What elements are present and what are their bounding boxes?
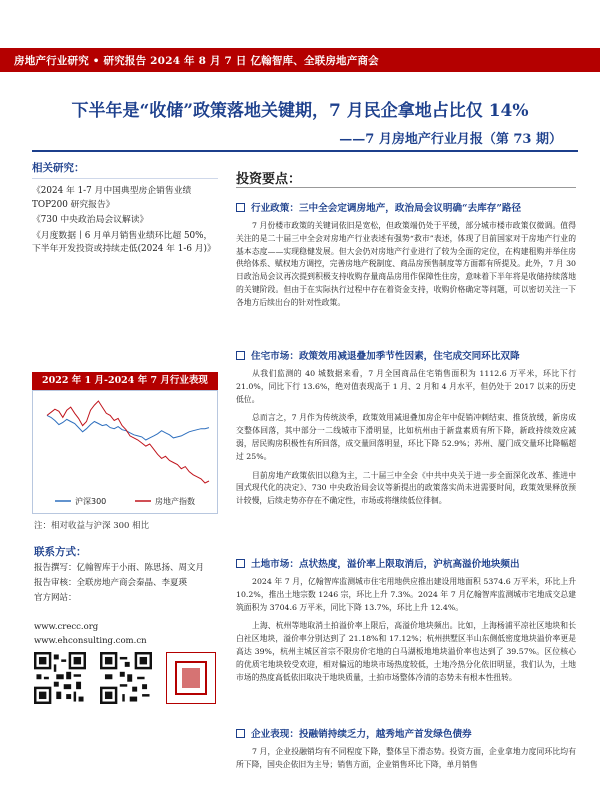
key-points-heading-wrap bbox=[236, 168, 576, 187]
section-policy bbox=[236, 200, 576, 310]
section-policy-title: 行业政策：三中全会定调房地产，政治局会议明确“去库存”路径 bbox=[251, 203, 522, 214]
chart-note: 注：相对收益与沪深 300 相比 bbox=[34, 521, 150, 531]
website-ehconsulting[interactable]: www.ehconsulting.com.cn bbox=[34, 636, 147, 646]
section-land-title: 土地市场：点状热度，溢价率上限取消后，沪杭高溢价地块频出 bbox=[251, 559, 520, 570]
housing-paragraph-2: 总而言之，7 月作为传统淡季，政策效用减退叠加房企年中促销冲刺结束、推货放缓，新房成交整体回落，其中部分一二线城市下滑明显，比如杭州由于新盘素质有所下降，新政持续效应减弱，居民购房积极性有所回落，成交量回落明显，环比下降 52.9%；苏州、厦门成交量环比降幅超过 25%。 bbox=[236, 413, 576, 461]
industry-performance-chart bbox=[32, 390, 218, 514]
housing-paragraph-1: 从我们监测的 40 城数据来看，7 月全国商品住宅销售面积为 1112.6 万平米，环比下行 21.0%，同比下行 13.6%，绝对值表现高于 1 月、2 月和 4 月水平，但仍处于 2017 以来的历史低位。 bbox=[236, 369, 576, 404]
key-points-divider bbox=[236, 187, 576, 188]
contact-reviewers: 报告审核：全联房地产商会秦晶、李夏瑛 bbox=[34, 578, 188, 588]
enterprise-paragraph: 7 月，企业投融销均有不同程度下降，整体呈下滑态势。投资方面，企业拿地力度同环比均有所下降，国央企依旧为主导；销售方面，企业销售环比下降，单月销售 bbox=[236, 747, 576, 769]
section-policy-heading bbox=[236, 200, 576, 214]
banner-text: 房地产行业研究 • 研究报告 2024 年 8 月 7 日 亿翰智库、全联房地产商会 bbox=[14, 55, 379, 67]
housing-paragraph-3: 目前房地产政策依旧以稳为主，二十届三中全会《中共中央关于进一步全面深化改革、推进中国式现代化的决定》、730 中央政治局会议等新提出的政策落实尚未进需要时间，政策效果释放预计较慢，后续走势亦存在不确定性，市场或将继续低位徘徊。 bbox=[236, 470, 576, 506]
section-enterprise bbox=[236, 726, 576, 772]
section-housing-title: 住宅市场：政策效用减退叠加季节性因素，住宅成交同环比双降 bbox=[251, 351, 520, 362]
series-line-1 bbox=[47, 415, 209, 440]
policy-paragraph: 7 月份楼市政策的关键词依旧是宽松，但政策端仍处于平缓，部分城市楼市政策仅微调。值得关注的是二十届三中全会对房地产行业表述有强势“救市”表述，体现了目前国家对于房地产行业的基本态度——实现稳健发展。但大会仍对房地产行业进行了较为全面的定位，在构建租购并举住房供给体系、赋权地方调控，完善房地产税制度、商品房预售制度等方面都有所提及。此外，7 月 30 日政治局会议再次提到积极支持收购存量商品房用作保障性住房，意味着下半年将是收储持续落地的关键阶段。但由于在实际执行过程中存在着资金支持，收购价格确定等问题，可以密切关注一下各地方后续出台的针对性政策。 bbox=[236, 221, 576, 307]
website-crecc[interactable]: www.crecc.org bbox=[34, 622, 99, 632]
contact-block bbox=[34, 544, 220, 606]
qr-code-icon bbox=[34, 652, 86, 704]
section-housing bbox=[236, 348, 576, 508]
qr-code-icon-2 bbox=[100, 652, 152, 704]
chart-heading: 2022 年 1 月-2024 年 7 月行业表现 bbox=[32, 372, 218, 390]
checkbox-icon bbox=[236, 559, 245, 568]
land-paragraph-2: 上海、杭州等地取消土拍溢价率上限后，高溢价地块频出。比如，上海杨浦平凉社区地块和长白社区地块，溢价率分别达到了 21.18%和 17.12%；杭州拱墅区半山东侧低密度地块溢价率更是高达 39%，杭州主城区首宗不限房价宅地的白马湖板地地块溢价率也达到了 39.57%。区位核心的优质宅地块较受欢迎，相对偏远的地块市场热度较低，土地冷热分化依旧明显，我们认为，土地市场的热度高低依旧取决于地块质量，土拍市场整体冷清的态势未有根本性扭转。 bbox=[236, 621, 576, 682]
related-item-2[interactable]: 《730 中央政治局会议解读》 bbox=[32, 215, 149, 225]
legend-label-1: 沪深300 bbox=[75, 497, 107, 506]
land-paragraph-1: 2024 年 7 月，亿翰智库监测城市住宅用地供应推出建设用地面积 5374.6 万平米，环比上升 10.2%，推出土地宗数 1246 宗，环比上升 7.3%。2024 年 7 月亿翰智库监测城市宅地成交总建筑面积为 3704.6 万平米，同比下降 13.7%，环比上升 12.4%。 bbox=[236, 577, 576, 612]
report-subtitle: ——7 月房地产行业月报（第 73 期） bbox=[339, 132, 562, 147]
seal-icon bbox=[166, 652, 216, 704]
contact-authors: 报告撰写：亿翰智库于小雨、陈思扬、周文月 bbox=[34, 563, 205, 573]
related-item-1[interactable]: 《2024 年 1-7 月中国典型房企销售业绩 TOP200 研究报告》 bbox=[32, 186, 192, 210]
checkbox-icon bbox=[236, 203, 245, 212]
section-enterprise-title: 企业表现：投融销持续乏力，越秀地产首发绿色债券 bbox=[251, 729, 472, 740]
related-research bbox=[32, 160, 218, 257]
contact-website-label: 官方网站： bbox=[34, 593, 77, 603]
title-divider bbox=[32, 150, 578, 152]
section-housing-heading bbox=[236, 348, 576, 362]
series-line-2 bbox=[47, 401, 209, 483]
legend-label-2: 房地产指数 bbox=[155, 497, 195, 506]
contact-heading: 联系方式： bbox=[34, 546, 87, 558]
checkbox-icon bbox=[236, 351, 245, 360]
section-land bbox=[236, 556, 576, 684]
report-banner bbox=[0, 48, 600, 72]
key-points-heading: 投资要点： bbox=[236, 172, 302, 187]
section-land-heading bbox=[236, 556, 576, 570]
related-item-3[interactable]: 《月度数据丨6 月单月销售业绩环比超 50%，下半年开发投资或持续走低(2024 年 1-6 月)》 bbox=[32, 230, 216, 254]
related-heading: 相关研究： bbox=[32, 162, 85, 174]
report-title: 下半年是“收储”政策落地关键期，7 月民企拿地占比仅 14% bbox=[71, 101, 529, 121]
checkbox-icon bbox=[236, 729, 245, 738]
chart-svg bbox=[33, 391, 217, 513]
section-enterprise-heading bbox=[236, 726, 576, 740]
